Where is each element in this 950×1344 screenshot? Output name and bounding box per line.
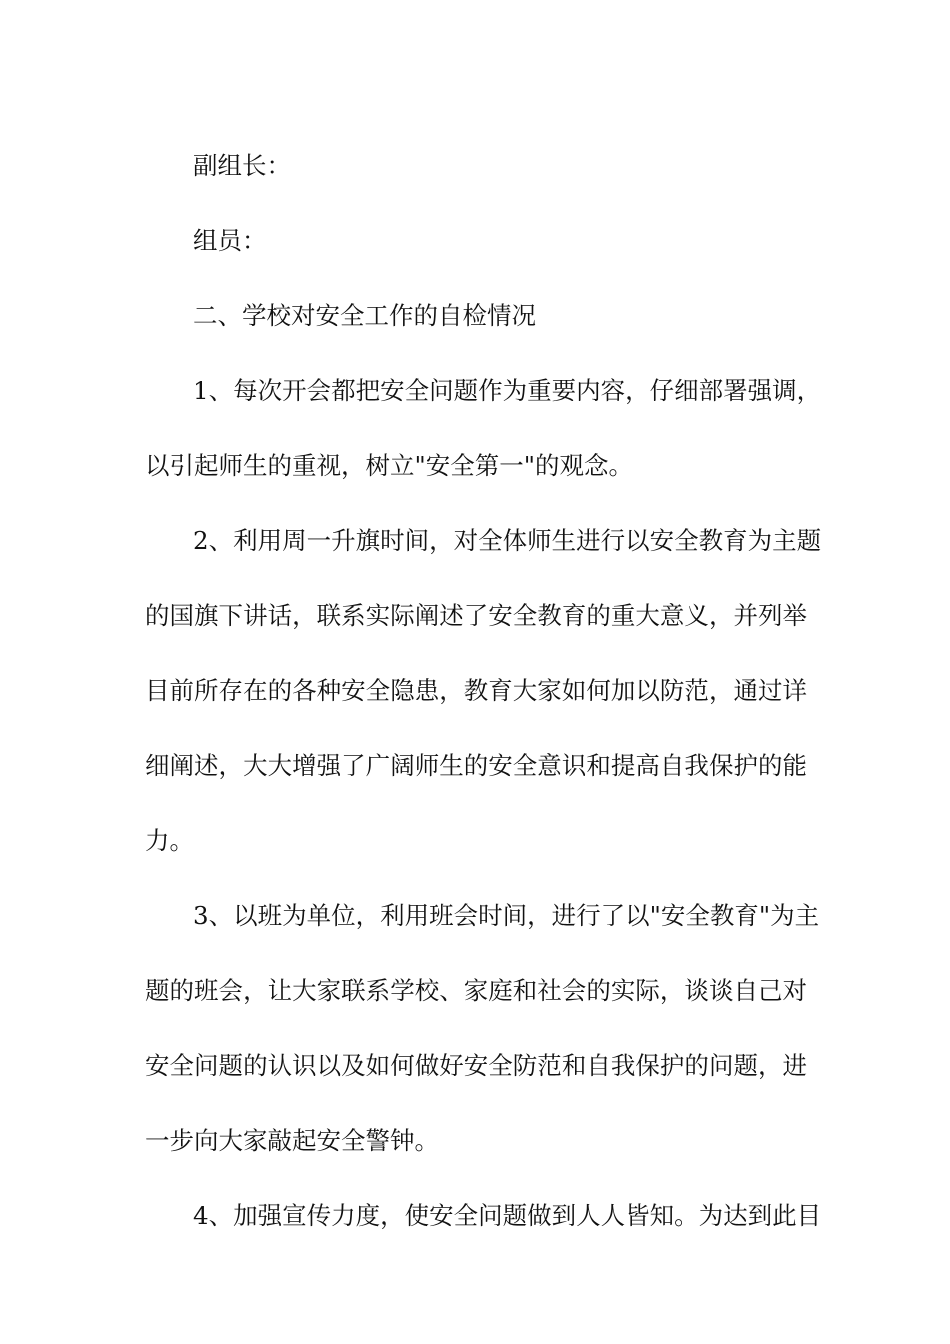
paragraph-3-line-4: 一步向大家敲起安全警钟。: [145, 1126, 439, 1155]
members-line: 组员：: [193, 226, 267, 255]
paragraph-1-line-1: 1、每次开会都把安全问题作为重要内容，仔细部署强调，: [193, 376, 822, 405]
paragraph-3-line-1: 3、以班为单位，利用班会时间，进行了以"安全教育"为主: [193, 901, 820, 930]
deputy-leader-line: 副组长：: [193, 151, 291, 180]
paragraph-2-line-3: 目前所存在的各种安全隐患，教育大家如何加以防范，通过详: [145, 676, 807, 705]
paragraph-2-line-4: 细阐述，大大增强了广阔师生的安全意识和提高自我保护的能: [145, 751, 807, 780]
paragraph-4-line-1: 4、加强宣传力度，使安全问题做到人人皆知。为达到此目: [193, 1201, 822, 1230]
document-body: [145, 128, 822, 1253]
paragraph-3-line-2: 题的班会，让大家联系学校、家庭和社会的实际，谈谈自己对: [145, 976, 807, 1005]
section-heading: 二、学校对安全工作的自检情况: [193, 301, 536, 330]
paragraph-2-line-5: 力。: [145, 826, 194, 855]
paragraph-3-line-3: 安全问题的认识以及如何做好安全防范和自我保护的问题，进: [145, 1051, 807, 1080]
paragraph-1-line-2: 以引起师生的重视，树立"安全第一"的观念。: [145, 451, 634, 480]
paragraph-2-line-1: 2、利用周一升旗时间，对全体师生进行以安全教育为主题: [193, 526, 822, 555]
paragraph-2-line-2: 的国旗下讲话，联系实际阐述了安全教育的重大意义，并列举: [145, 601, 807, 630]
